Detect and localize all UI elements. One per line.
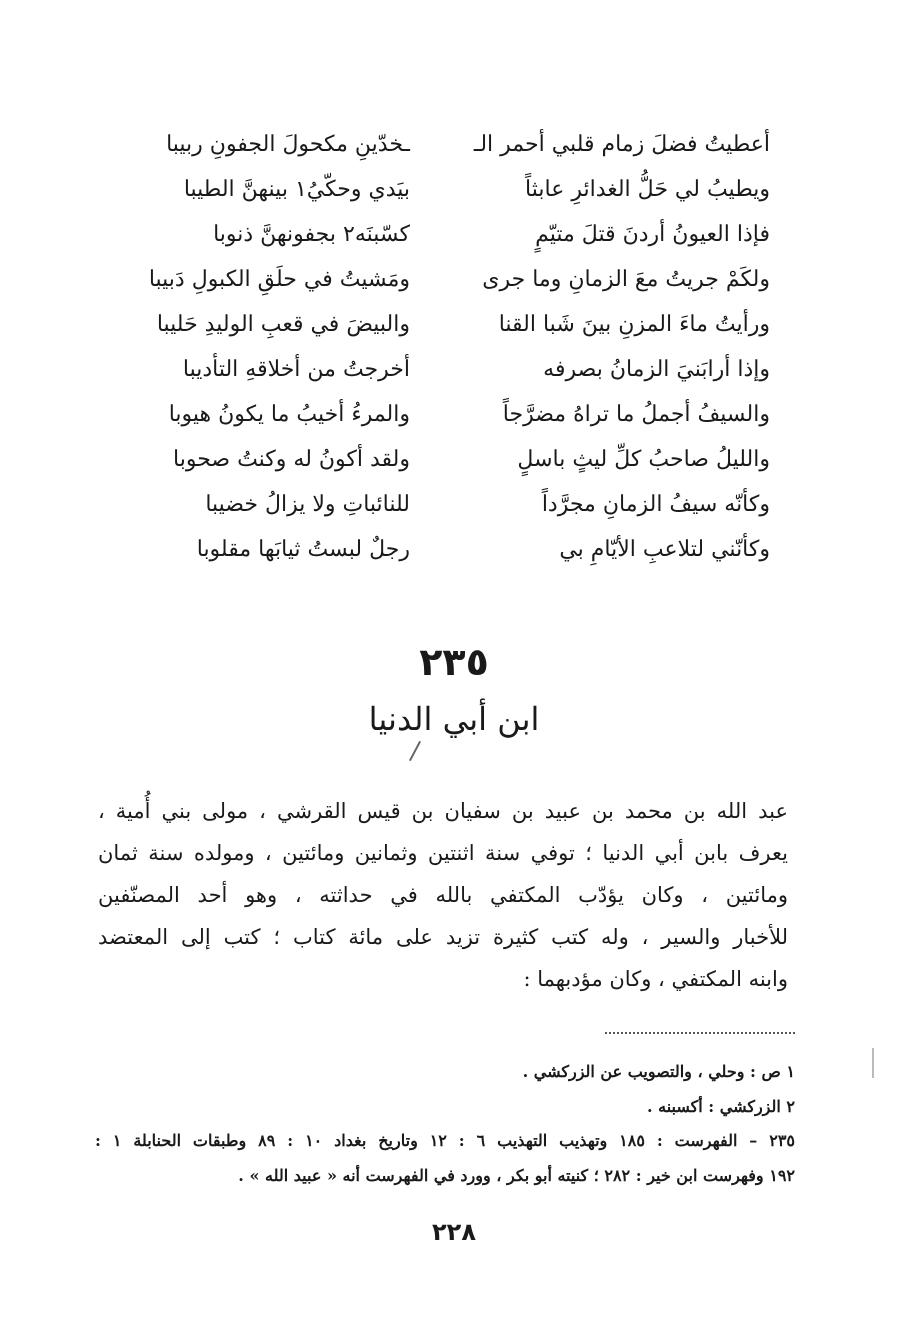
verse-second-hemistich: والمرءُ أخيبُ ما يكونُ هيوبا [168,401,410,427]
poem-verse [100,392,770,437]
verse-second-hemistich: أخرجتُ من أخلاقهِ التأديبا [182,356,410,382]
paragraph-line: عبد الله بن محمد بن عبيد بن سفيان بن قيس القرشي ، مولى بني أُمية ، [98,799,788,823]
footnote: ١ ص : وحلي ، والتصويب عن الزركشي . [522,1062,795,1081]
verse-first-hemistich: فإذا العيونُ أردنَ قتلَ متيّمٍ [535,221,770,247]
verse-second-hemistich: بيَدي وحكّيُ١ بينهنَّ الطيبا [183,176,410,202]
poem-verse [100,212,770,257]
scan-edge-mark [872,1048,874,1078]
verse-second-hemistich: ـخدّينِ مكحولَ الجفونِ ربيبا [166,131,410,157]
verse-first-hemistich: أعطيتُ فضلَ زمام قلبي أحمر الـ [473,131,770,157]
poem-verse [100,122,770,167]
biography-paragraph [98,790,788,1000]
poem-block [100,122,770,572]
verse-second-hemistich: كسّبنَه٢ بجفونهنَّ ذنوبا [213,221,410,247]
footnote: ١٩٢ وفهرست ابن خير : ٢٨٢ ؛ كنيته أبو بكر ، وورد في الفهرست أنه « عبيد الله » . [238,1166,795,1185]
footnote-separator [605,1032,795,1034]
verse-first-hemistich: ولكَمْ جريتُ معَ الزمانِ وما جرى [482,266,770,292]
verse-first-hemistich: ورأيتُ ماءَ المزنِ بينَ شَبا القنا [498,311,770,337]
paragraph-line: يعرف بابن أبي الدنيا ؛ توفي سنة اثنتين وثمانين ومائتين ، ومولده سنة ثمان [98,841,788,865]
footnote: ٢٣٥ – الفهرست : ١٨٥ وتهذيب التهذيب ٦ : ١٢ وتاريخ بغداد ١٠ : ٨٩ وطبقات الحنابلة ١ : [95,1131,796,1150]
paragraph-line: وابنه المكتفي ، وكان مؤدبهما : [523,967,788,991]
ink-stroke-mark [409,741,421,761]
verse-second-hemistich: والبيضَ في قعبِ الوليدِ حَليبا [156,311,410,337]
paragraph-line: للأخبار والسير ، وله كتب كثيرة تزيد على مائة كتاب ؛ كتب إلى المعتضد [98,925,788,949]
page-number: ٢٢٨ [432,1218,476,1246]
poem-verse [100,257,770,302]
footnote: ٢ الزركشي : أكسبنه . [646,1097,795,1116]
poem-verse [100,167,770,212]
paragraph-line: ومائتين ، وكان يؤدّب المكتفي بالله في حداثته ، وهو أحد المصنّفين [98,883,788,907]
verse-first-hemistich: ويطيبُ لي حَلُّ الغدائرِ عابثاً [525,176,770,202]
verse-second-hemistich: ومَشيتُ في حلَقِ الكبولِ دَبيبا [148,266,410,292]
verse-first-hemistich: والسيفُ أجملُ ما تراهُ مضرَّجاً [502,401,770,427]
poem-verse [100,347,770,392]
entry-number: ٢٣٥ [419,640,489,684]
poem-verse [100,437,770,482]
verse-first-hemistich: وكأنّه سيفُ الزمانِ مجرَّداً [541,491,770,517]
entry-title: ابن أبي الدنيا [368,700,540,738]
poem-verse [100,527,770,572]
verse-first-hemistich: والليلُ صاحبُ كلِّ ليثٍ باسلٍ [517,446,770,472]
verse-second-hemistich: للنائباتِ ولا يزالُ خضيبا [205,491,410,517]
verse-second-hemistich: رجلٌ لبستُ ثيابَها مقلوبا [196,536,410,562]
verse-first-hemistich: وإذا أرابَنيَ الزمانُ بصرفه [543,356,770,382]
verse-first-hemistich: وكأنّني لتلاعبِ الأيّامِ بي [559,536,770,562]
verse-second-hemistich: ولقد أكونُ له وكنتُ صحوبا [173,446,410,472]
poem-verse [100,302,770,347]
poem-verse [100,482,770,527]
